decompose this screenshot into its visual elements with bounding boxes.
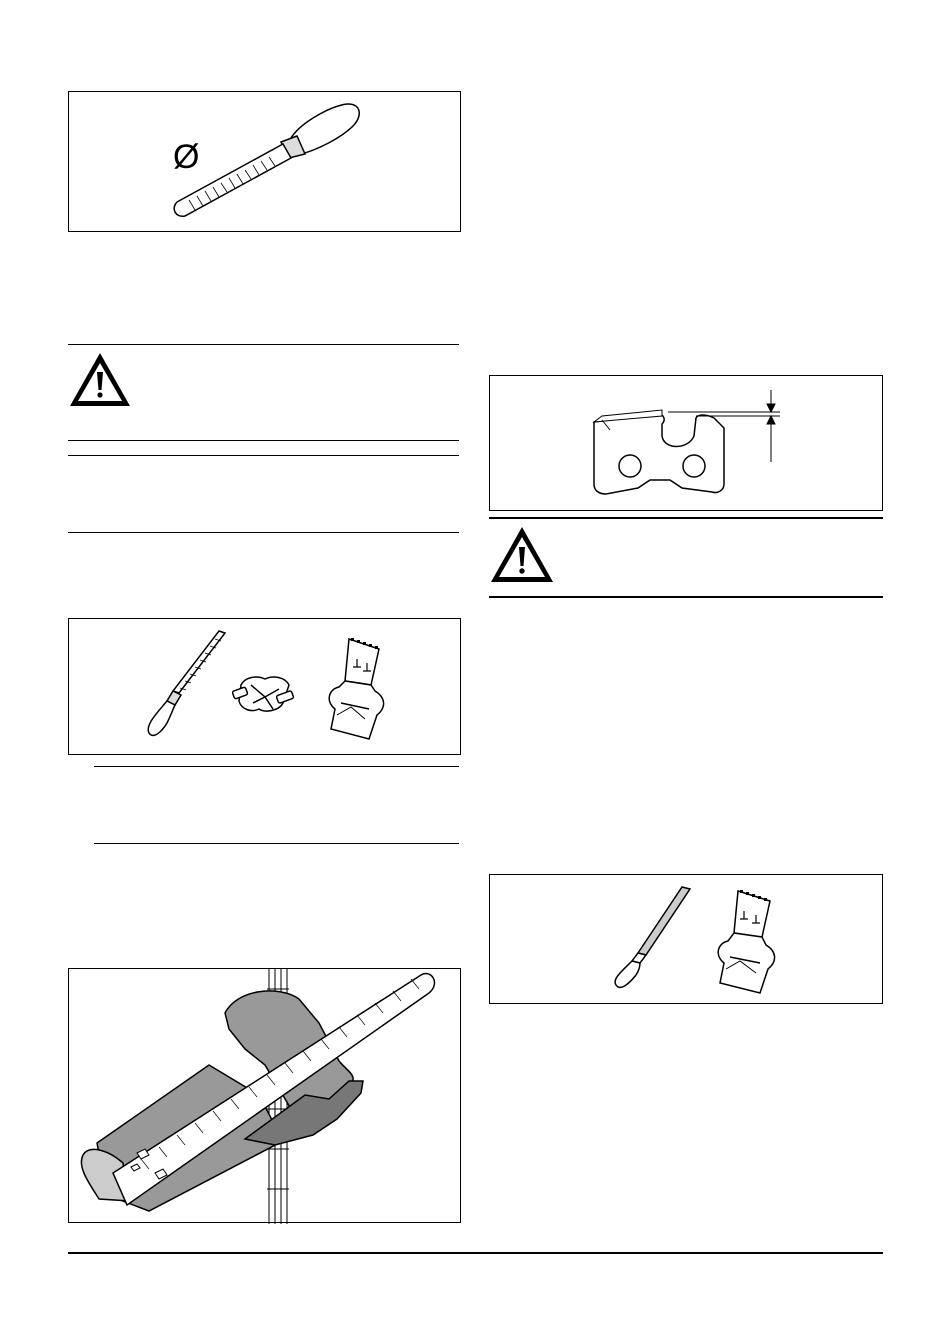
figure-depth-gauge-tools	[489, 874, 883, 1004]
depth-gauge-tool-icon	[718, 891, 774, 993]
diameter-symbol: Ø	[173, 138, 200, 176]
depth-gauge-tools-illustration	[490, 875, 884, 1005]
figure-file-diameter	[68, 91, 461, 232]
figure-depth-gauge-setting	[489, 375, 883, 511]
round-file-icon	[148, 631, 225, 735]
sharpening-tools-illustration	[69, 619, 462, 756]
warning-right-top-rule	[489, 517, 883, 519]
figure-file-guide-on-chain	[68, 968, 461, 1223]
round-file-icon	[69, 92, 462, 233]
note-top-rule	[68, 455, 459, 456]
note2-bottom-rule	[94, 843, 459, 844]
warning-top-rule	[68, 344, 459, 345]
flat-file-icon	[615, 887, 690, 987]
warning-triangle-icon	[489, 524, 555, 584]
depth-gauge-tool-icon	[329, 639, 383, 739]
warning-right-bottom-rule	[489, 596, 883, 598]
file-guide-on-chain-icon	[69, 969, 462, 1224]
warning-bottom-rule	[68, 440, 459, 441]
figure-sharpening-tools	[68, 618, 461, 755]
warning-triangle-icon	[68, 350, 132, 408]
file-guide-icon	[232, 677, 294, 711]
cutter-depth-gauge-icon	[490, 376, 884, 512]
note2-top-rule	[94, 766, 459, 767]
footer-rule	[68, 1252, 883, 1254]
note-bottom-rule	[68, 532, 459, 533]
